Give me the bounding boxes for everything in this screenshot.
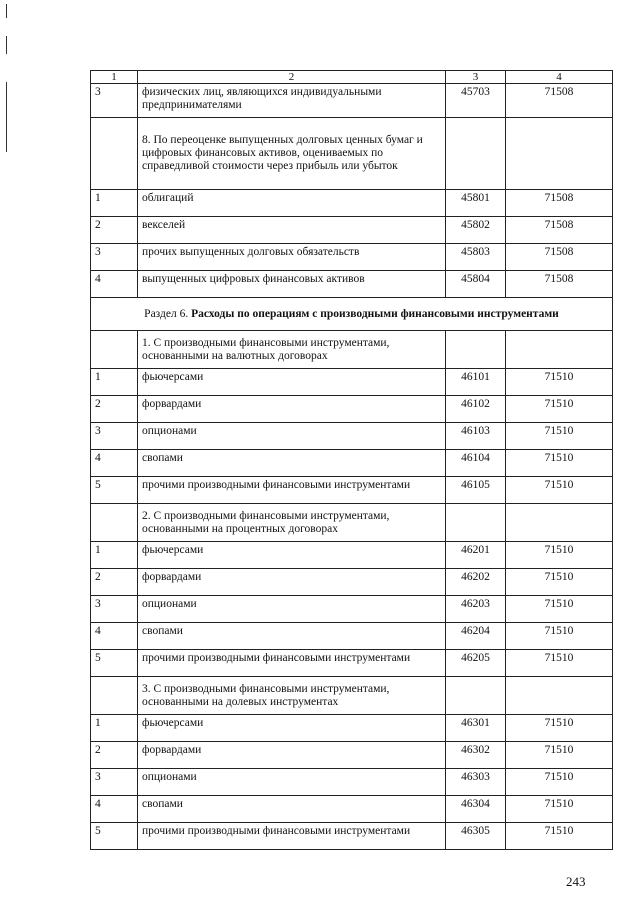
- row-text: физических лиц, являющихся индивидуальными предпринимателями: [138, 84, 446, 118]
- row-account: 71510: [506, 823, 613, 850]
- group-heading-row: [91, 504, 613, 542]
- header-col-3: 3: [446, 71, 506, 84]
- row-account: 71510: [506, 396, 613, 423]
- empty-cell: [446, 118, 506, 190]
- row-code: 45804: [446, 271, 506, 298]
- row-number: 5: [91, 477, 138, 504]
- row-code: 46204: [446, 623, 506, 650]
- row-text: опционами: [138, 596, 446, 623]
- row-number: 3: [91, 244, 138, 271]
- row-number: 5: [91, 823, 138, 850]
- table-row: [91, 244, 613, 271]
- group-title: 8. По переоценке выпущенных долговых ценных бумаг и цифровых финансовых активов, оцениваемых по справедливой стоимости через прибыль или убыток: [138, 118, 446, 190]
- row-account: 71510: [506, 369, 613, 396]
- row-text: фьючерсами: [138, 715, 446, 742]
- row-text: облигаций: [138, 190, 446, 217]
- row-number: 2: [91, 396, 138, 423]
- table-row: [91, 217, 613, 244]
- page-number: 243: [566, 874, 586, 889]
- row-text: фьючерсами: [138, 542, 446, 569]
- group-title: 1. С производными финансовыми инструментами, основанными на валютных договорах: [138, 331, 446, 369]
- header-col-2: 2: [138, 71, 446, 84]
- row-code: 46201: [446, 542, 506, 569]
- row-text: векселей: [138, 217, 446, 244]
- row-code: 46205: [446, 650, 506, 677]
- row-code: 46104: [446, 450, 506, 477]
- row-account: 71510: [506, 542, 613, 569]
- table-row: [91, 742, 613, 769]
- empty-cell: [446, 504, 506, 542]
- row-text: выпущенных цифровых финансовых активов: [138, 271, 446, 298]
- row-account: 71508: [506, 84, 613, 118]
- table-row: [91, 823, 613, 850]
- table-row: [91, 623, 613, 650]
- row-code: 46203: [446, 596, 506, 623]
- row-code: 46101: [446, 369, 506, 396]
- empty-cell: [506, 331, 613, 369]
- row-account: 71508: [506, 217, 613, 244]
- row-number: 4: [91, 450, 138, 477]
- group-heading-row: [91, 677, 613, 715]
- empty-cell: [91, 118, 138, 190]
- row-code: 46301: [446, 715, 506, 742]
- table-row: [91, 84, 613, 118]
- row-text: опционами: [138, 769, 446, 796]
- row-account: 71510: [506, 623, 613, 650]
- header-row: [91, 71, 613, 84]
- row-text: форвардами: [138, 742, 446, 769]
- row-number: 4: [91, 623, 138, 650]
- section-title: Расходы по операциям с производными финансовыми инструментами: [191, 307, 559, 320]
- table-row: [91, 596, 613, 623]
- group-heading-row: [91, 331, 613, 369]
- row-account: 71510: [506, 477, 613, 504]
- row-number: 2: [91, 217, 138, 244]
- empty-cell: [91, 504, 138, 542]
- row-number: 3: [91, 596, 138, 623]
- row-account: 71510: [506, 715, 613, 742]
- row-text: прочими производными финансовыми инструментами: [138, 650, 446, 677]
- row-account: 71508: [506, 244, 613, 271]
- row-number: 3: [91, 769, 138, 796]
- row-code: 46102: [446, 396, 506, 423]
- row-account: 71508: [506, 271, 613, 298]
- empty-cell: [446, 331, 506, 369]
- scan-margin-mark-1: [6, 4, 7, 18]
- empty-cell: [506, 504, 613, 542]
- empty-cell: [91, 331, 138, 369]
- section-heading-row: [91, 298, 613, 331]
- table-row: [91, 369, 613, 396]
- row-account: 71510: [506, 423, 613, 450]
- row-number: 1: [91, 369, 138, 396]
- row-account: 71510: [506, 650, 613, 677]
- table-row: [91, 715, 613, 742]
- empty-cell: [506, 118, 613, 190]
- section-heading: [91, 298, 613, 331]
- row-code: 46202: [446, 569, 506, 596]
- row-account: 71510: [506, 742, 613, 769]
- row-text: свопами: [138, 450, 446, 477]
- empty-cell: [446, 677, 506, 715]
- table-row: [91, 769, 613, 796]
- group-title: 2. С производными финансовыми инструментами, основанными на процентных договорах: [138, 504, 446, 542]
- group-title: 3. С производными финансовыми инструментами, основанными на долевых инструментах: [138, 677, 446, 715]
- row-account: 71510: [506, 450, 613, 477]
- row-code: 45703: [446, 84, 506, 118]
- row-text: свопами: [138, 623, 446, 650]
- row-account: 71508: [506, 190, 613, 217]
- header-col-1: 1: [91, 71, 138, 84]
- empty-cell: [91, 677, 138, 715]
- row-number: 2: [91, 569, 138, 596]
- table-row: [91, 190, 613, 217]
- row-text: фьючерсами: [138, 369, 446, 396]
- row-text: форвардами: [138, 396, 446, 423]
- row-code: 46103: [446, 423, 506, 450]
- row-text: опционами: [138, 423, 446, 450]
- table-row: [91, 542, 613, 569]
- table-row: [91, 796, 613, 823]
- row-text: прочими производными финансовыми инструментами: [138, 823, 446, 850]
- row-account: 71510: [506, 596, 613, 623]
- row-code: 46305: [446, 823, 506, 850]
- table-row: [91, 477, 613, 504]
- row-number: 4: [91, 271, 138, 298]
- row-code: 46302: [446, 742, 506, 769]
- table-row: [91, 650, 613, 677]
- row-number: 5: [91, 650, 138, 677]
- row-code: 45802: [446, 217, 506, 244]
- row-account: 71510: [506, 569, 613, 596]
- row-text: прочих выпущенных долговых обязательств: [138, 244, 446, 271]
- table-row: [91, 423, 613, 450]
- row-number: 1: [91, 542, 138, 569]
- table-row: [91, 450, 613, 477]
- row-number: 1: [91, 715, 138, 742]
- scan-margin-mark-2: [6, 36, 7, 54]
- row-text: форвардами: [138, 569, 446, 596]
- row-text: свопами: [138, 796, 446, 823]
- row-code: 46105: [446, 477, 506, 504]
- table-row: [91, 271, 613, 298]
- row-code: 46303: [446, 769, 506, 796]
- scan-margin-mark-3: [6, 82, 7, 152]
- row-code: 45801: [446, 190, 506, 217]
- empty-cell: [506, 677, 613, 715]
- row-number: 3: [91, 84, 138, 118]
- row-code: 45803: [446, 244, 506, 271]
- row-code: 46304: [446, 796, 506, 823]
- row-number: 4: [91, 796, 138, 823]
- table-row: [91, 396, 613, 423]
- table-row: [91, 569, 613, 596]
- row-account: 71510: [506, 796, 613, 823]
- row-number: 3: [91, 423, 138, 450]
- group-heading-row: [91, 118, 613, 190]
- accounts-table: [90, 70, 613, 850]
- row-account: 71510: [506, 769, 613, 796]
- row-number: 2: [91, 742, 138, 769]
- header-col-4: 4: [506, 71, 613, 84]
- row-number: 1: [91, 190, 138, 217]
- section-prefix: Раздел 6.: [144, 307, 192, 320]
- row-text: прочими производными финансовыми инструментами: [138, 477, 446, 504]
